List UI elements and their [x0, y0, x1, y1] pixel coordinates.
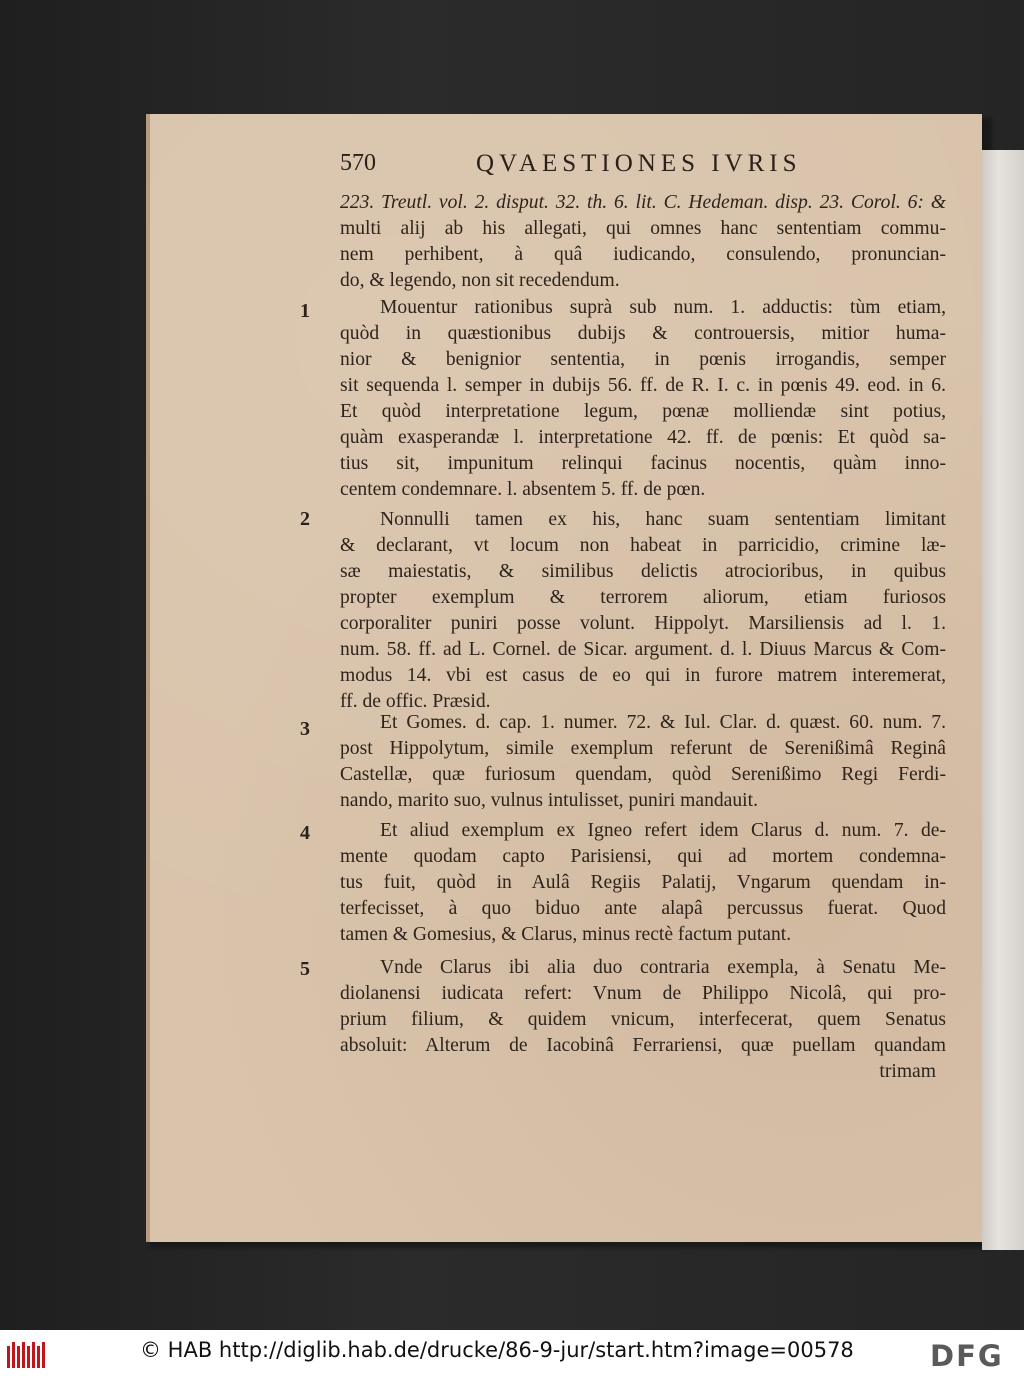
text-line: Et aliud exemplum ex Igneo refert idem Clarus d. num. 7. de-	[380, 820, 946, 841]
text-line: Vnde Clarus ibi alia duo contraria exempla, à Senatu Me-	[380, 957, 946, 978]
page-number: 570	[340, 150, 376, 176]
catchword: trimam	[879, 1061, 936, 1082]
text-line: Nonnulli tamen ex his, hanc suam sententiam limitant	[380, 509, 946, 530]
text-line: & declarant, vt locum non habeat in parricidio, crimine læ-	[340, 535, 946, 556]
marginal-number: 2	[300, 508, 310, 530]
text-line: prium filium, & quidem vnicum, interfecerat, quem Senatus	[340, 1009, 946, 1030]
next-page-edge	[982, 150, 1024, 1250]
paragraph-3	[340, 710, 946, 814]
text-line: diolanensi iudicata refert: Vnum de Philippo Nicolâ, qui pro-	[340, 983, 946, 1004]
text-line: Mouentur rationibus suprà sub num. 1. adductis: tùm etiam,	[380, 297, 946, 318]
text-line: 223. Treutl. vol. 2. disput. 32. th. 6. lit. C. Hedeman. disp. 23. Corol. 6: &	[340, 192, 946, 213]
text-line: centem condemnare. l. absentem 5. ff. de pœn.	[340, 479, 706, 500]
paragraph-2	[340, 507, 946, 715]
text-line: quòd in quæstionibus dubijs & controuersis, mitior huma-	[340, 323, 946, 344]
text-line: num. 58. ff. ad L. Cornel. de Sicar. argument. d. l. Diuus Marcus & Com-	[340, 639, 946, 660]
text-line: Et quòd interpretatione legum, pœnæ molliendæ sint potius,	[340, 401, 946, 422]
footer-source-link[interactable]: © HAB http://diglib.hab.de/drucke/86-9-jur/start.htm?image=00578	[140, 1338, 854, 1362]
text-line: ff. de offic. Præsid.	[340, 691, 491, 712]
text-line: Et Gomes. d. cap. 1. numer. 72. & Iul. Clar. d. quæst. 60. num. 7.	[380, 712, 946, 733]
text-line: terfecisset, à quo biduo ante alapâ percussus fuerat. Quod	[340, 898, 946, 919]
marginal-number: 5	[300, 958, 310, 980]
text-line: do, & legendo, non sit recedendum.	[340, 270, 620, 291]
text-line: nando, marito suo, vulnus intulisset, puniri mandauit.	[340, 790, 758, 811]
text-line: quàm exasperandæ l. interpretatione 42. ff. de pœnis: Et quòd sa-	[340, 427, 946, 448]
paragraph-5	[340, 955, 946, 1085]
marginal-number: 4	[300, 822, 310, 844]
text-line: sæ maiestatis, & similibus delictis atrocioribus, in quibus	[340, 561, 946, 582]
text-line: multi alij ab his allegati, qui omnes hanc sententiam commu-	[340, 218, 946, 239]
hab-logo-icon	[6, 1340, 46, 1370]
text-line: Castellæ, quæ furiosum quendam, quòd Serenißimo Regi Ferdi-	[340, 764, 946, 785]
page-header	[146, 150, 982, 186]
text-line: mente quodam capto Parisiensi, qui ad mortem condemna-	[340, 846, 946, 867]
text-line: tamen & Gomesius, & Clarus, minus rectè factum putant.	[340, 924, 792, 945]
text-line: propter exemplum & terrorem aliorum, etiam furiosos	[340, 587, 946, 608]
paragraph-0	[340, 190, 946, 294]
text-line: nior & benignior sententia, in pœnis irrogandis, semper	[340, 349, 946, 370]
text-line: modus 14. vbi est casus de eo qui in furore matrem interemerat,	[340, 665, 946, 686]
text-line: tus fuit, quòd in Aulâ Regiis Palatij, Vngarum quendam in-	[340, 872, 946, 893]
dfg-logo: DFG	[930, 1339, 1004, 1373]
text-line: sit sequenda l. semper in dubijs 56. ff. de R. I. c. in pœnis 49. eod. in 6.	[340, 375, 946, 396]
text-line: nem perhibent, à quâ iudicando, consulendo, pronuncian-	[340, 244, 946, 265]
text-line: absoluit: Alterum de Iacobinâ Ferrariensi, quæ puellam quandam	[340, 1035, 946, 1056]
text-line: corporaliter puniri posse volunt. Hippolyt. Marsiliensis ad l. 1.	[340, 613, 946, 634]
text-line: post Hippolytum, simile exemplum referunt de Serenißimâ Reginâ	[340, 738, 946, 759]
footer-bar	[0, 1330, 1024, 1378]
paragraph-1	[340, 295, 946, 503]
running-title: QVAESTIONES IVRIS	[476, 150, 802, 177]
marginal-number: 1	[300, 300, 310, 322]
marginal-number: 3	[300, 718, 310, 740]
paragraph-4	[340, 818, 946, 948]
text-line: tius sit, impunitum relinqui facinus nocentis, quàm inno-	[340, 453, 946, 474]
